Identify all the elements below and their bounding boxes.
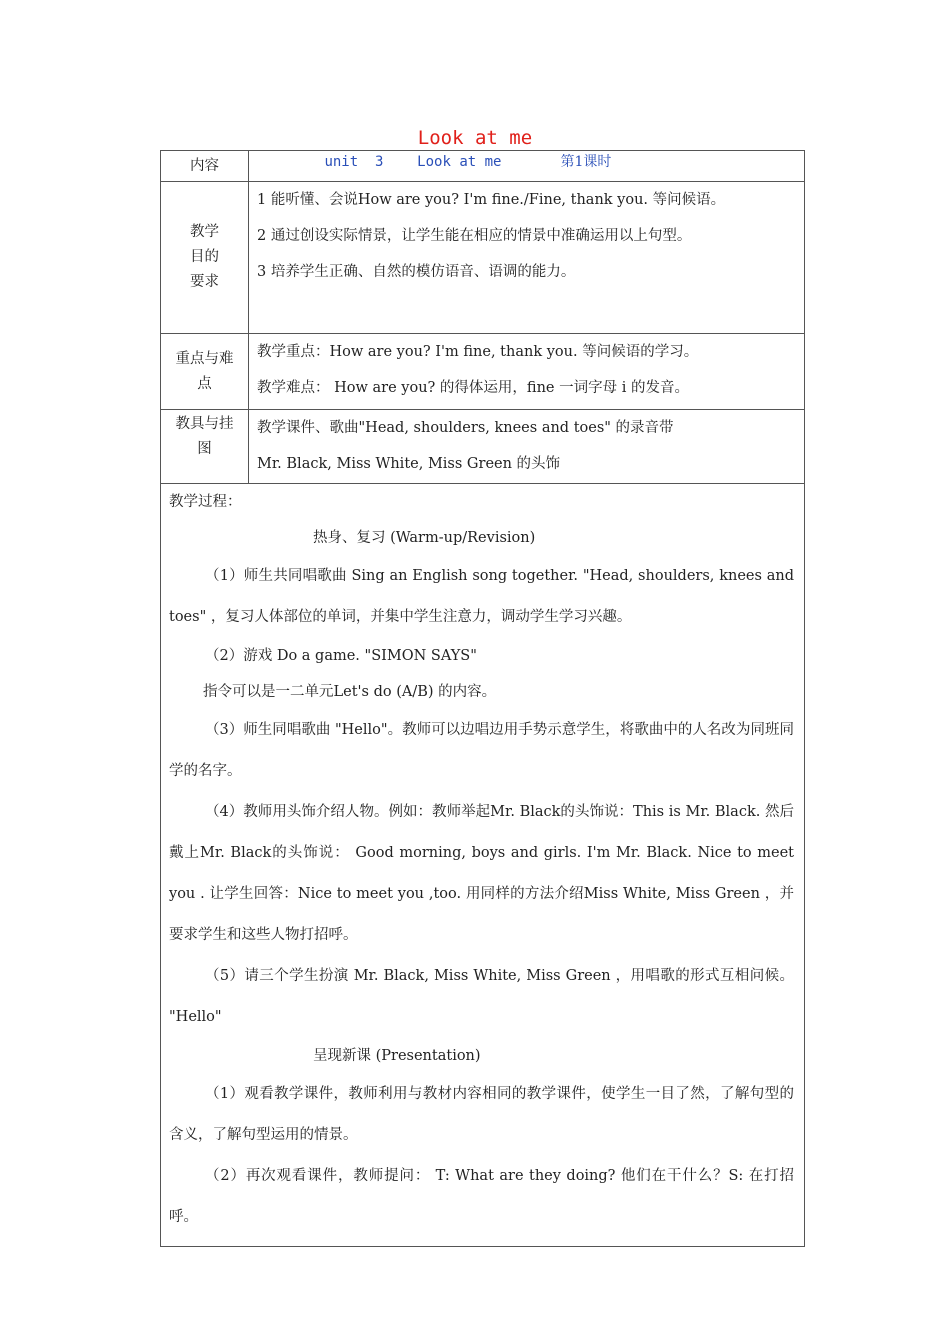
header-row bbox=[161, 151, 805, 182]
process-step: （3）师生同唱歌曲 "Hello"。教师可以边唱边用手势示意学生，将歌曲中的人名改为同班同学的名字。 bbox=[169, 722, 794, 779]
process-step: （5）请三个学生扮演 Mr. Black, Miss White, Miss Green ，用唱歌的形式互相问候。 "Hello" bbox=[169, 968, 794, 1025]
process-row bbox=[161, 484, 805, 1247]
section-heading: 热身、复习 (Warm-up/Revision) bbox=[313, 530, 536, 546]
key-points-content bbox=[249, 334, 805, 410]
materials-content bbox=[249, 410, 805, 484]
process-step: （2）再次观看课件，教师提问： T: What are they doing? 他们在干什么？S: 在打招呼。 bbox=[169, 1168, 794, 1225]
key-points-label: 重点与难点 bbox=[161, 334, 249, 410]
materials-row bbox=[161, 410, 805, 484]
process-step: （2）游戏 Do a game. "SIMON SAYS" bbox=[205, 648, 477, 664]
unit-info bbox=[249, 151, 805, 182]
section-heading: 呈现新课 (Presentation) bbox=[313, 1048, 481, 1064]
objectives-label: 教学目的要求 bbox=[161, 182, 249, 334]
lesson-plan-table bbox=[160, 150, 805, 1247]
content-label: 内容 bbox=[161, 151, 249, 182]
process-step: （1）师生共同唱歌曲 Sing an English song together. "Head, shoulders, knees and toes" ，复习人体部位的单词，并集中学生注意力，调动学生学习兴趣。 bbox=[169, 568, 794, 625]
process-label: 教学过程： bbox=[169, 494, 242, 510]
materials-line: Mr. Black, Miss White, Miss Green 的头饰 bbox=[257, 456, 561, 472]
focus-text: 教学重点：How are you? I'm fine, thank you. 等问候语的学习。 bbox=[257, 344, 699, 360]
process-step: （1）观看教学课件，教师利用与教材内容相同的教学课件，使学生一目了然，了解句型的含义，了解句型运用的情景。 bbox=[169, 1086, 794, 1143]
materials-line: 教学课件、歌曲"Head, shoulders, knees and toes" 的录音带 bbox=[257, 420, 674, 436]
process-content bbox=[161, 484, 805, 1247]
objectives-content bbox=[249, 182, 805, 334]
process-step: （4）教师用头饰介绍人物。例如：教师举起Mr. Black的头饰说：This is Mr. Black. 然后戴上Mr. Black的头饰说： Good morning, boys and girls. I'm Mr. Black. Nice to meet you . 让学生回答：Nice to meet you ,too. 用同样的方法介绍Miss White, Miss Green ，并要求学生和这些人物打招呼。 bbox=[169, 804, 794, 943]
objective-item: 2 通过创设实际情景，让学生能在相应的情景中准确运用以上句型。 bbox=[257, 228, 692, 244]
difficulty-text: 教学难点： How are you? 的得体运用，fine 一词字母 i 的发音。 bbox=[257, 380, 689, 396]
unit-number: unit 3 bbox=[324, 154, 384, 170]
unit-topic: Look at me bbox=[417, 154, 502, 170]
materials-label: 教具与挂图 bbox=[161, 410, 249, 484]
page-title: Look at me bbox=[417, 127, 533, 149]
objective-item: 1 能听懂、会说How are you? I'm fine./Fine, thank you. 等问候语。 bbox=[257, 192, 726, 208]
process-step: 指令可以是一二单元Let's do (A/B) 的内容。 bbox=[203, 684, 497, 700]
objective-item: 3 培养学生正确、自然的模仿语音、语调的能力。 bbox=[257, 264, 576, 280]
objectives-row bbox=[161, 182, 805, 334]
key-points-row bbox=[161, 334, 805, 410]
lesson-number: 第1课时 bbox=[560, 154, 612, 170]
